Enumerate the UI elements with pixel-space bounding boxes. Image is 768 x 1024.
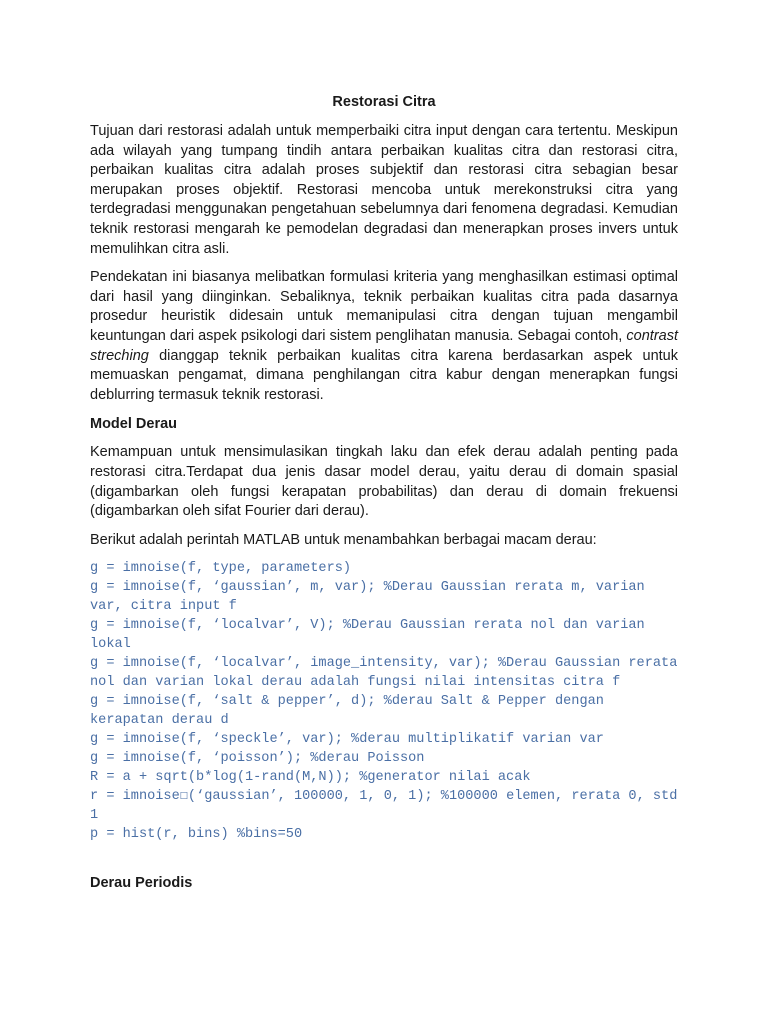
code-line: p = hist(r, bins) %bins=50	[90, 827, 303, 843]
code-line: r = imnoise☐(‘gaussian’, 100000, 1, 0, 1); %100000 elemen, rerata 0, std 1	[90, 789, 686, 824]
code-line: g = imnoise(f, ‘gaussian’, m, var); %Derau Gaussian rerata m, varian var, citra input f	[90, 580, 653, 615]
code-line: g = imnoise(f, ‘localvar’, image_intensity, var); %Derau Gaussian rerata nol dan varian lokal derau adalah fungsi nilai intensitas citra f	[90, 656, 686, 691]
document-title: Restorasi Citra	[332, 94, 436, 110]
paragraph-intro: Tujuan dari restorasi adalah untuk memperbaiki citra input dengan cara tertentu. Meskipun ada wilayah yang tumpang tindih antara perbaikan kualitas citra dan restorasi citra, perbaikan kualitas citra adalah proses subjektif dan restorasi citra sebagian besar merupakan proses objektif. Restorasi mencoba untuk merekonstruksi citra yang terdegradasi menggunakan pengetahuan sebelumnya dari fenomena degradasi. Kemudian teknik restorasi mengarah ke pemodelan degradasi dan menerapkan proses invers untuk memulihkan citra asli.	[90, 123, 678, 257]
matlab-code-block	[90, 559, 686, 844]
paragraph-approach-text-1: Pendekatan ini biasanya melibatkan formulasi kriteria yang menghasilkan estimasi optimal dari hasil yang diinginkan. Sebaliknya, teknik perbaikan kualitas citra pada dasarnya prosedur heuristik didesain untuk memanipulasi citra dengan tujuan mengambil keuntungan dari aspek psikologi dari sistem penglihatan manusia. Sebagai contoh,	[90, 269, 678, 344]
code-line: R = a + sqrt(b*log(1-rand(M,N)); %generator nilai acak	[90, 770, 531, 786]
heading-derau-periodis: Derau Periodis	[90, 875, 193, 892]
code-line: g = imnoise(f, type, parameters)	[90, 561, 352, 577]
document-body	[90, 92, 686, 902]
paragraph-noise-model: Kemampuan untuk mensimulasikan tingkah laku dan efek derau adalah penting pada restorasi citra.Terdapat dua jenis dasar model derau, yaitu derau di domain spasial (digambarkan oleh fungsi kerapatan probabilitas) dan derau di domain frekuensi (digambarkan oleh sifat Fourier dari derau).	[90, 444, 678, 520]
paragraph-approach-text-2: dianggap teknik perbaikan kualitas citra karena berdasarkan aspek untuk memuaskan pengamat, dimana penghilangan citra kabur dengan menerapkan fungsi deblurring termasuk teknik restorasi.	[90, 347, 678, 403]
paragraph-approach-italic-term: contrast streching	[90, 327, 678, 364]
code-line: g = imnoise(f, ‘speckle’, var); %derau multiplikatif varian var	[90, 732, 604, 748]
code-line: g = imnoise(f, ‘poisson’); %derau Poisson	[90, 751, 425, 767]
paragraph-matlab-intro: Berikut adalah perintah MATLAB untuk menambahkan berbagai macam derau:	[90, 531, 597, 548]
code-line: g = imnoise(f, ‘localvar’, V); %Derau Gaussian rerata nol dan varian lokal	[90, 618, 653, 653]
paragraph-approach	[90, 268, 678, 405]
heading-model-derau: Model Derau	[90, 416, 178, 433]
code-line: g = imnoise(f, ‘salt & pepper’, d); %derau Salt & Pepper dengan kerapatan derau d	[90, 694, 613, 729]
